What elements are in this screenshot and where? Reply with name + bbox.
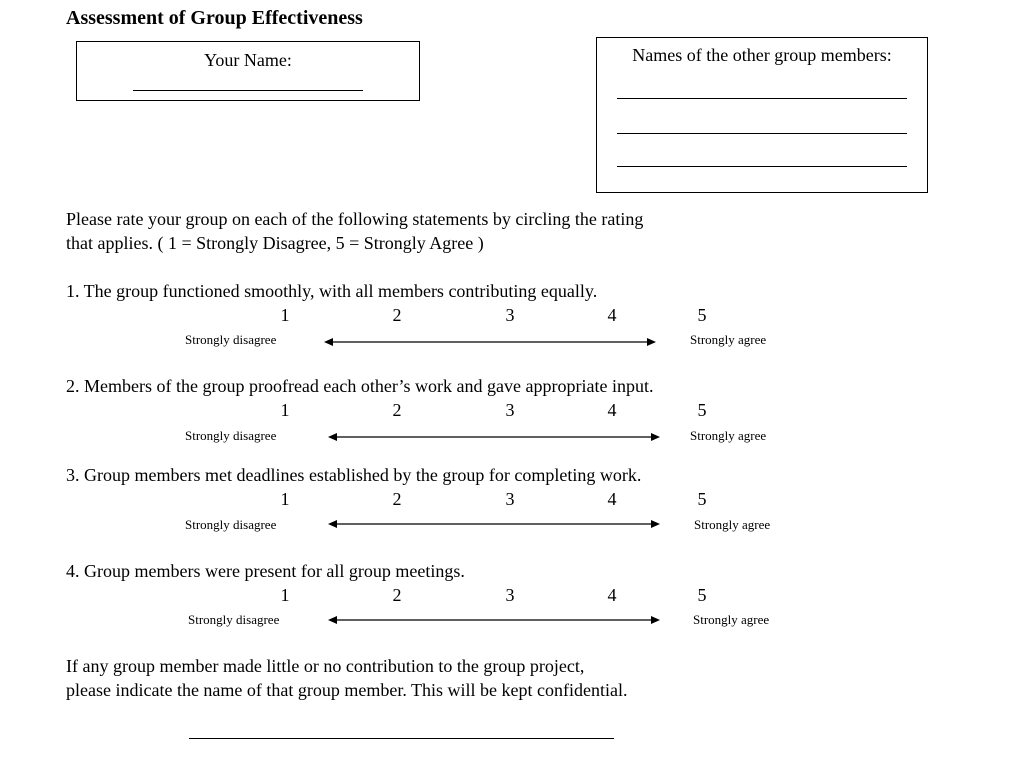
your-name-label: Your Name: xyxy=(204,50,292,70)
q1-rating-4[interactable]: 4 xyxy=(607,305,617,325)
q1-rating-1[interactable]: 1 xyxy=(280,305,290,325)
q4-rating-4[interactable]: 4 xyxy=(607,585,617,605)
q4-rating-1[interactable]: 1 xyxy=(280,585,290,605)
q4-rating-5[interactable]: 5 xyxy=(697,585,707,605)
question-3-text: 3. Group members met deadlines established by the group for completing work. xyxy=(66,465,642,485)
instructions-line-1: Please rate your group on each of the following statements by circling the rating xyxy=(66,209,644,229)
member-name-field-1[interactable] xyxy=(617,98,907,99)
q2-rating-3[interactable]: 3 xyxy=(505,400,515,420)
q1-rating-3[interactable]: 3 xyxy=(505,305,515,325)
q3-scale-arrow xyxy=(328,518,660,530)
q3-strongly-disagree-label: Strongly disagree xyxy=(185,517,277,532)
q2-rating-4[interactable]: 4 xyxy=(607,400,617,420)
q1-strongly-disagree-label: Strongly disagree xyxy=(185,332,277,347)
member-name-field-2[interactable] xyxy=(617,133,907,134)
question-2-text: 2. Members of the group proofread each other’s work and gave appropriate input. xyxy=(66,376,654,396)
q4-scale-arrow xyxy=(328,614,660,626)
instructions-line-2: that applies. ( 1 = Strongly Disagree, 5 = Strongly Agree ) xyxy=(66,233,484,253)
non-contributor-name-field[interactable] xyxy=(189,738,614,739)
q3-rating-4[interactable]: 4 xyxy=(607,489,617,509)
member-name-field-3[interactable] xyxy=(617,166,907,167)
q3-rating-2[interactable]: 2 xyxy=(392,489,402,509)
q3-rating-3[interactable]: 3 xyxy=(505,489,515,509)
footer-line-2: please indicate the name of that group member. This will be kept confidential. xyxy=(66,680,628,700)
q4-rating-3[interactable]: 3 xyxy=(505,585,515,605)
q3-rating-5[interactable]: 5 xyxy=(697,489,707,509)
q4-strongly-agree-label: Strongly agree xyxy=(693,612,770,627)
q1-strongly-agree-label: Strongly agree xyxy=(690,332,767,347)
your-name-box xyxy=(76,41,420,101)
q2-rating-1[interactable]: 1 xyxy=(280,400,290,420)
footer-line-1: If any group member made little or no contribution to the group project, xyxy=(66,656,585,676)
q4-rating-2[interactable]: 2 xyxy=(392,585,402,605)
your-name-field[interactable] xyxy=(133,90,363,91)
question-1-text: 1. The group functioned smoothly, with all members contributing equally. xyxy=(66,281,598,301)
q3-strongly-agree-label: Strongly agree xyxy=(694,517,771,532)
group-members-label: Names of the other group members: xyxy=(632,45,892,65)
group-members-box xyxy=(596,37,928,193)
question-4-text: 4. Group members were present for all group meetings. xyxy=(66,561,465,581)
q2-rating-5[interactable]: 5 xyxy=(697,400,707,420)
q2-scale-arrow xyxy=(328,431,660,443)
q2-rating-2[interactable]: 2 xyxy=(392,400,402,420)
page-title: Assessment of Group Effectiveness xyxy=(66,7,363,29)
q3-rating-1[interactable]: 1 xyxy=(280,489,290,509)
q2-strongly-disagree-label: Strongly disagree xyxy=(185,428,277,443)
q4-strongly-disagree-label: Strongly disagree xyxy=(188,612,280,627)
q1-rating-2[interactable]: 2 xyxy=(392,305,402,325)
q2-strongly-agree-label: Strongly agree xyxy=(690,428,767,443)
q1-scale-arrow xyxy=(324,336,656,348)
q1-rating-5[interactable]: 5 xyxy=(697,305,707,325)
